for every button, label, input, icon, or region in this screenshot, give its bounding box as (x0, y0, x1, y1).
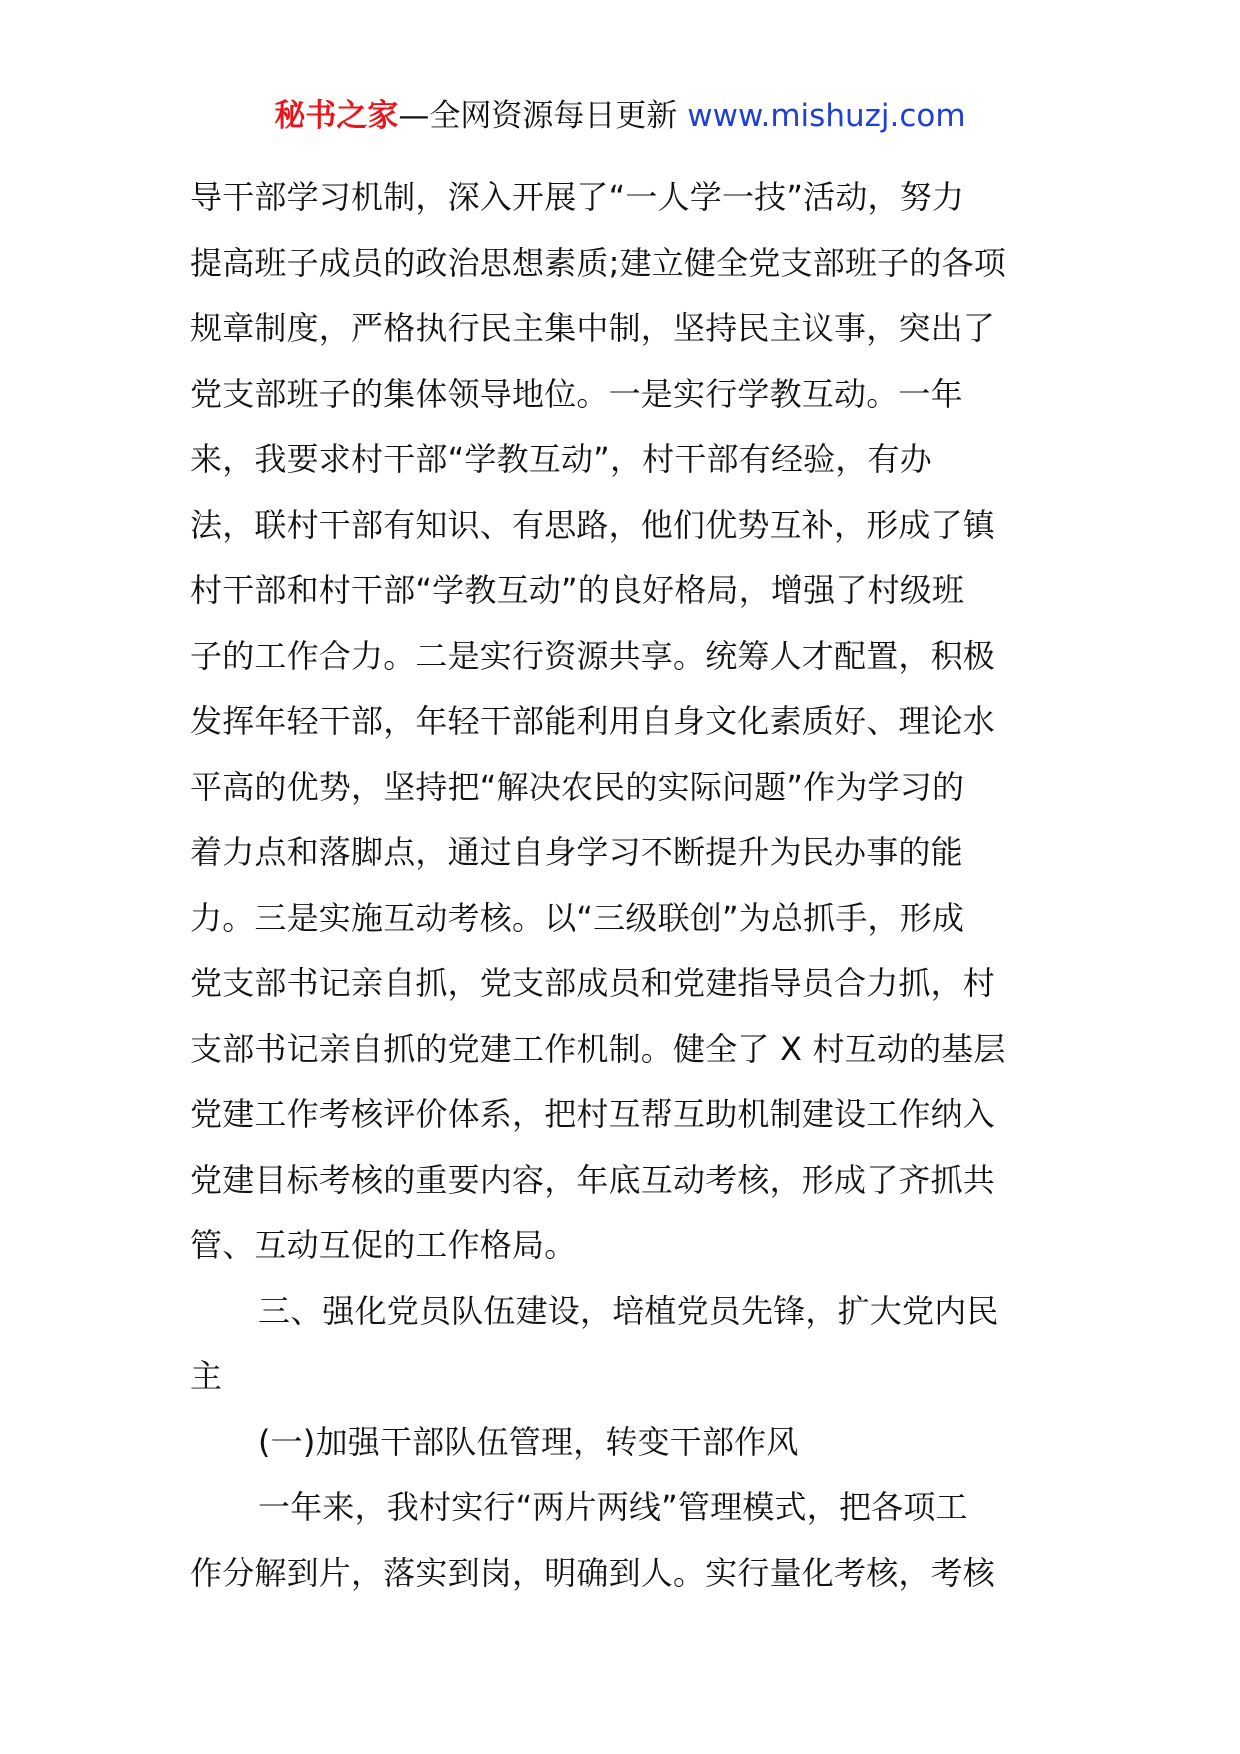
text-line: 党支部班子的集体领导地位。一是实行学教互动。一年 (190, 374, 963, 413)
text-line: 导干部学习机制，深入开展了“一人学一技”活动，努力 (190, 178, 965, 216)
text-line: 党支部书记亲自抓，党支部成员和党建指导员合力抓，村 (190, 964, 996, 1002)
text-line: 力。三是实施互动考核。以“三级联创”为总抓手，形成 (190, 898, 965, 937)
text-line: 作分解到片，落实到岗，明确到人。实行量化考核，考核 (190, 1553, 996, 1592)
site-tagline: —全网资源每日更新 (398, 98, 678, 134)
text-line: 子的工作合力。二是实行资源共享。统筹人才配置，积极 (190, 636, 996, 675)
text-line: 管、互动互促的工作格局。 (190, 1226, 577, 1264)
text-line: 党建目标考核的重要内容，年底互动考核，形成了齐抓共 (190, 1160, 996, 1199)
page-header (0, 96, 1240, 136)
text-line: 支部书记亲自抓的党建工作机制。健全了 X 村互动的基层 (190, 1029, 1006, 1068)
section-heading-continued: 主 (190, 1357, 223, 1395)
text-line: 规章制度，严格执行民主集中制，坚持民主议事，突出了 (190, 309, 996, 347)
text-line: 来，我要求村干部“学教互动”，村干部有经验，有办 (190, 440, 932, 478)
text-line: 平高的优势，坚持把“解决农民的实际问题”作为学习的 (190, 767, 965, 806)
paragraph-start: 一年来，我村实行“两片两线”管理模式，把各项工 (258, 1488, 968, 1526)
subsection-heading: (一)加强干部队伍管理，转变干部作风 (258, 1422, 799, 1461)
text-line: 提高班子成员的政治思想素质;建立健全党支部班子的各项 (190, 243, 1006, 282)
text-line: 着力点和落脚点，通过自身学习不断提升为民办事的能 (190, 833, 963, 871)
document-body (190, 165, 1060, 1606)
site-brand: 秘书之家 (274, 98, 399, 134)
section-heading: 三、强化党员队伍建设，培植党员先锋，扩大党内民 (258, 1291, 999, 1330)
text-line: 党建工作考核评价体系，把村互帮互助机制建设工作纳入 (190, 1095, 996, 1133)
site-url[interactable]: www.mishuzj.com (687, 98, 966, 134)
text-line: 法，联村干部有知识、有思路，他们优势互补，形成了镇 (190, 505, 996, 544)
text-line: 村干部和村干部“学教互动”的良好格局，增强了村级班 (190, 571, 965, 609)
text-line: 发挥年轻干部，年轻干部能利用自身文化素质好、理论水 (190, 702, 996, 740)
